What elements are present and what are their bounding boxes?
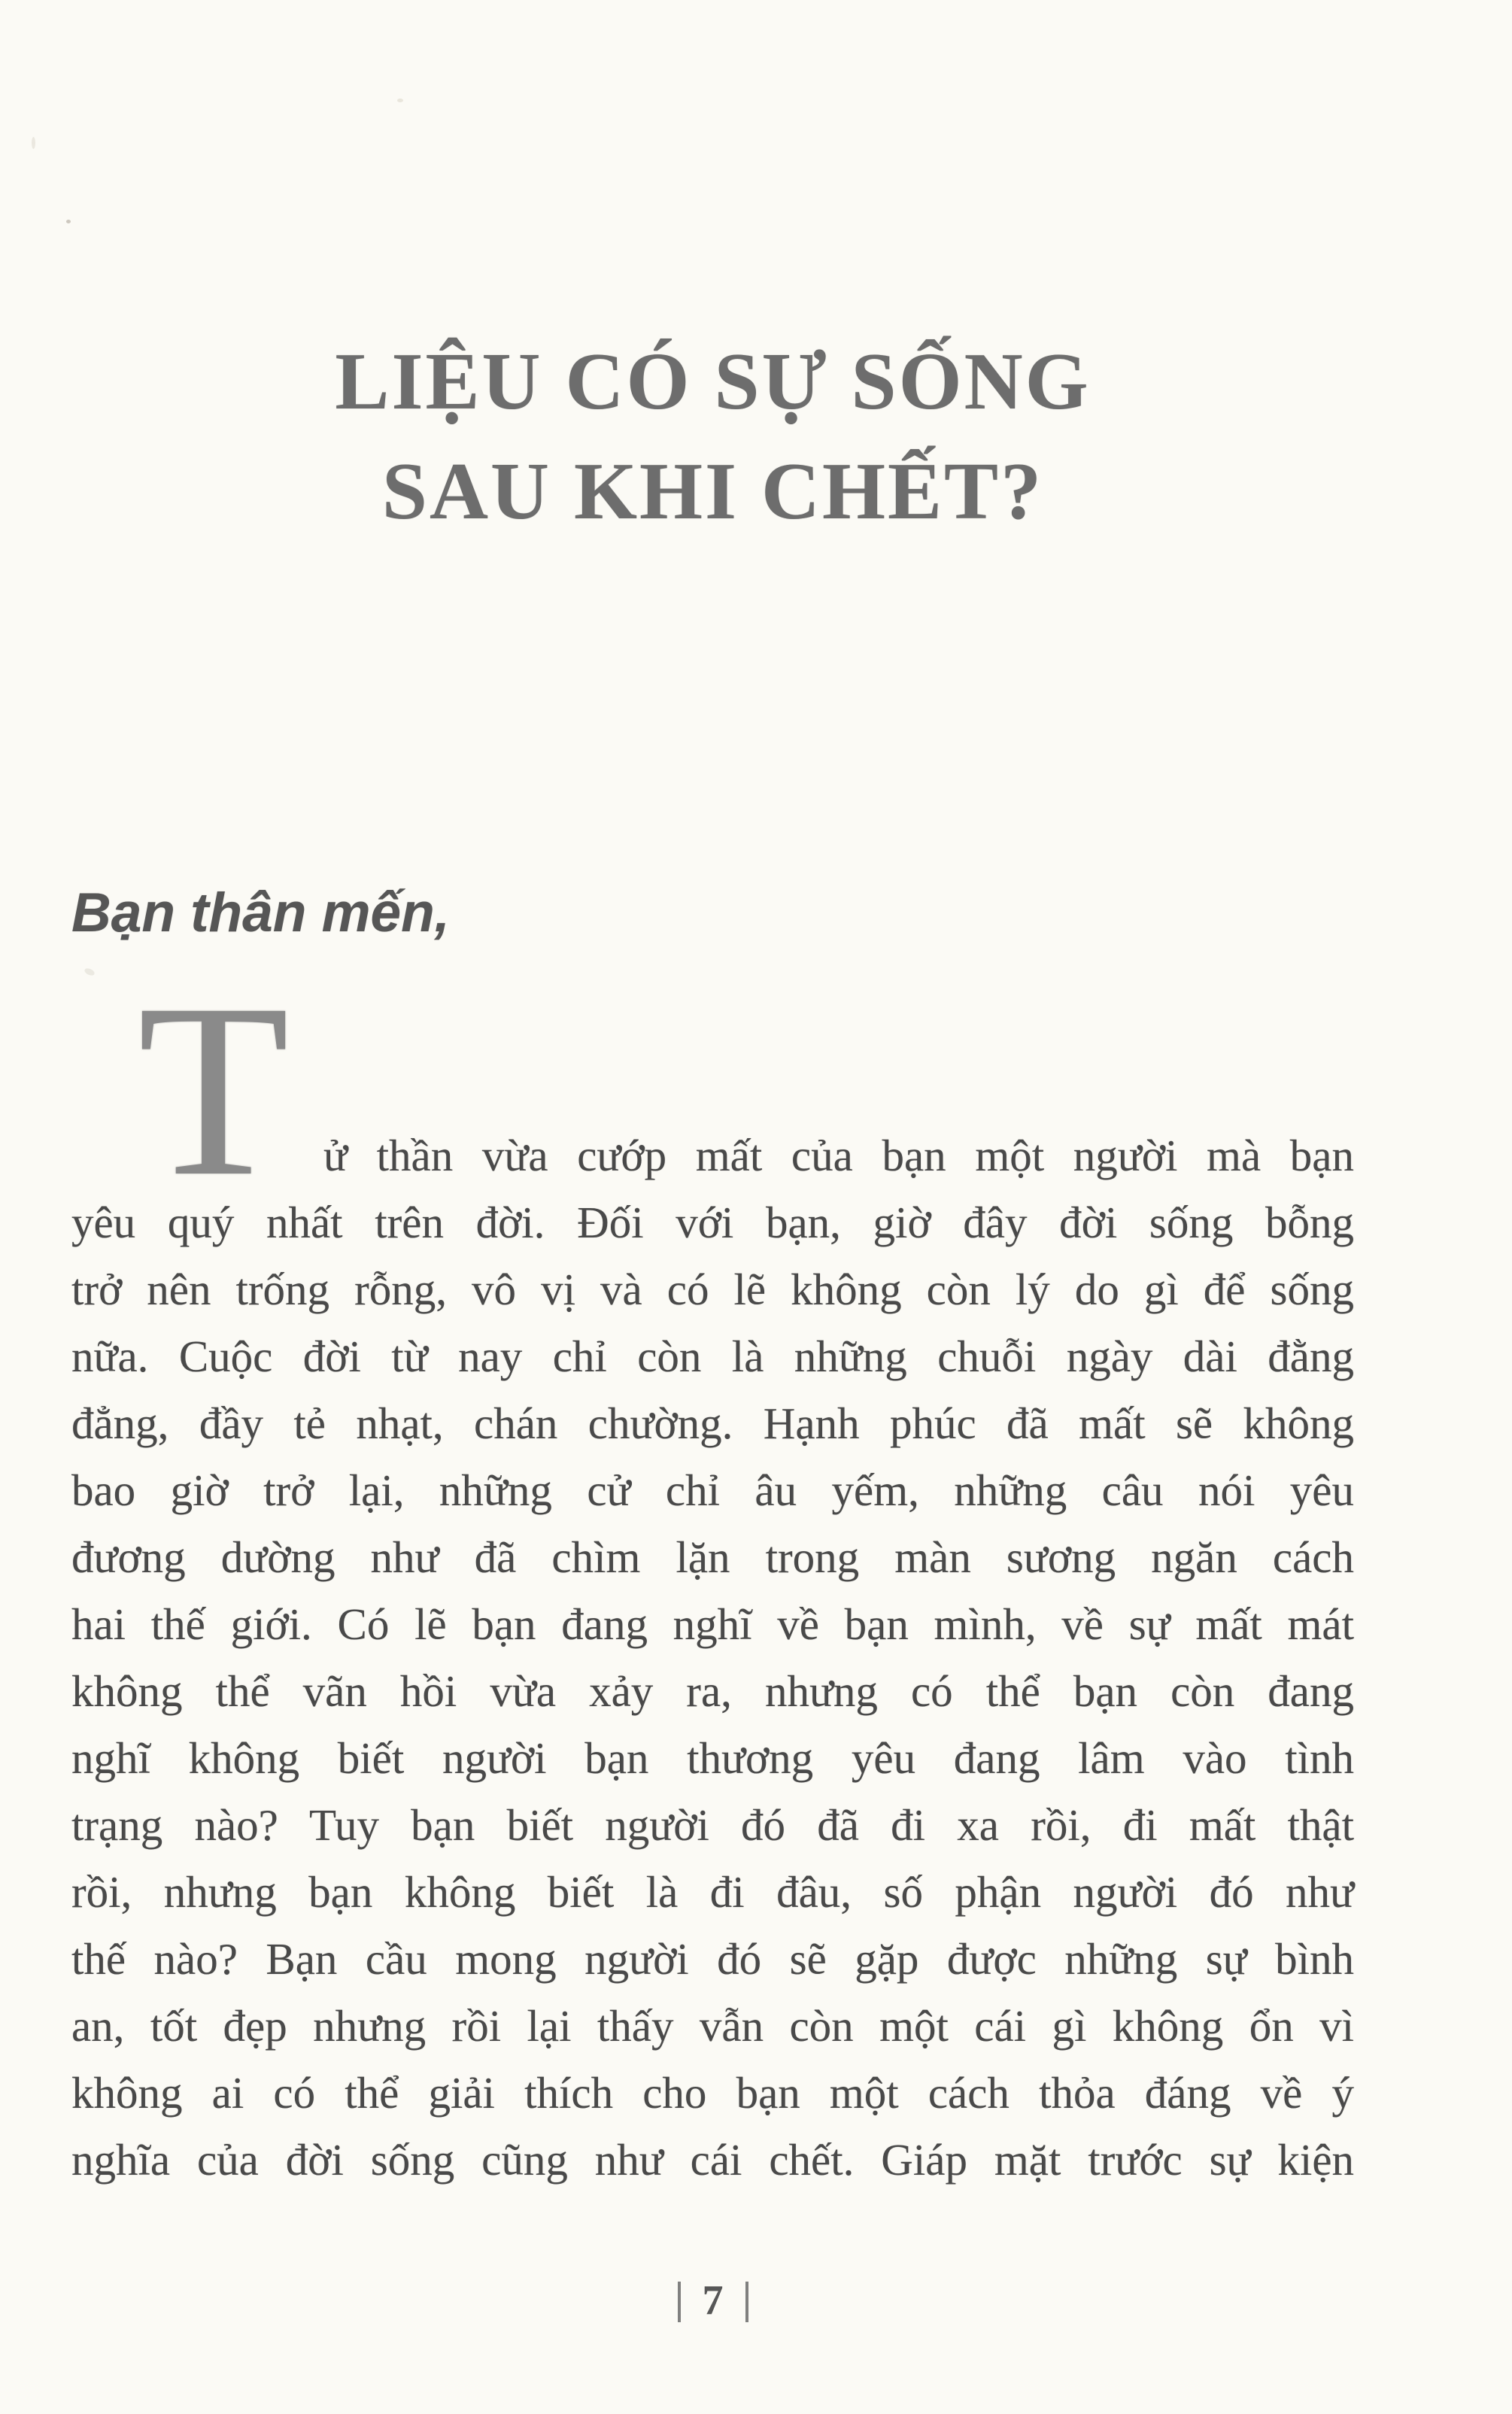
text-line: không ai có thể giải thích cho bạn một cách thỏa đáng về ý (71, 2068, 1354, 2118)
scan-speck (32, 137, 35, 149)
text-line: yêu quý nhất trên đời. Đối với bạn, giờ đây đời sống bỗng (71, 1198, 1354, 1247)
text-line: đương dường như đã chìm lặn trong màn sương ngăn cách (71, 1532, 1354, 1582)
page-number: 7 (702, 2277, 724, 2324)
text-line: trạng nào? Tuy bạn biết người đó đã đi xa rồi, đi mất thật (71, 1800, 1354, 1850)
text-line: trở nên trống rỗng, vô vị và có lẽ không còn lý do gì để sống (71, 1265, 1354, 1314)
body-paragraph (71, 1122, 1354, 2194)
text-line: rồi, nhưng bạn không biết là đi đâu, số phận người đó như (71, 1867, 1354, 1917)
page-number-left-bar (678, 2282, 681, 2322)
scan-speck (66, 220, 71, 223)
text-line: nữa. Cuộc đời từ nay chỉ còn là những chuỗi ngày dài đằng (71, 1331, 1354, 1381)
chapter-title-line2: SAU KHI CHẾT? (381, 447, 1044, 536)
page-footer (71, 2279, 1354, 2324)
text-line: an, tốt đẹp nhưng rồi lại thấy vẫn còn một cái gì không ổn vì (71, 2001, 1354, 2051)
text-line: không thể vãn hồi vừa xảy ra, nhưng có thể bạn còn đang (71, 1666, 1354, 1716)
text-line: thế nào? Bạn cầu mong người đó sẽ gặp được những sự bình (71, 1934, 1354, 1984)
text-line: nghĩa của đời sống cũng như cái chết. Giáp mặt trước sự kiện (71, 2135, 1354, 2185)
scan-speck (397, 99, 403, 102)
text-line: bao giờ trở lại, những cử chỉ âu yếm, những câu nói yêu (71, 1465, 1354, 1515)
chapter-title-line1: LIỆU CÓ SỰ SỐNG (335, 337, 1091, 427)
text-line: đẳng, đầy tẻ nhạt, chán chường. Hạnh phúc đã mất sẽ không (71, 1398, 1354, 1448)
salutation: Bạn thân mến, (71, 882, 450, 943)
text-line: ử thần vừa cướp mất của bạn một người mà bạn (323, 1131, 1354, 1180)
text-line: hai thế giới. Có lẽ bạn đang nghĩ về bạn mình, về sự mất mát (71, 1599, 1354, 1649)
chapter-title (71, 327, 1354, 547)
page-number-right-bar (745, 2282, 748, 2322)
scan-speck (83, 967, 96, 976)
text-line: nghĩ không biết người bạn thương yêu đang lâm vào tình (71, 1733, 1354, 1783)
drop-cap-letter: T (138, 953, 290, 1228)
